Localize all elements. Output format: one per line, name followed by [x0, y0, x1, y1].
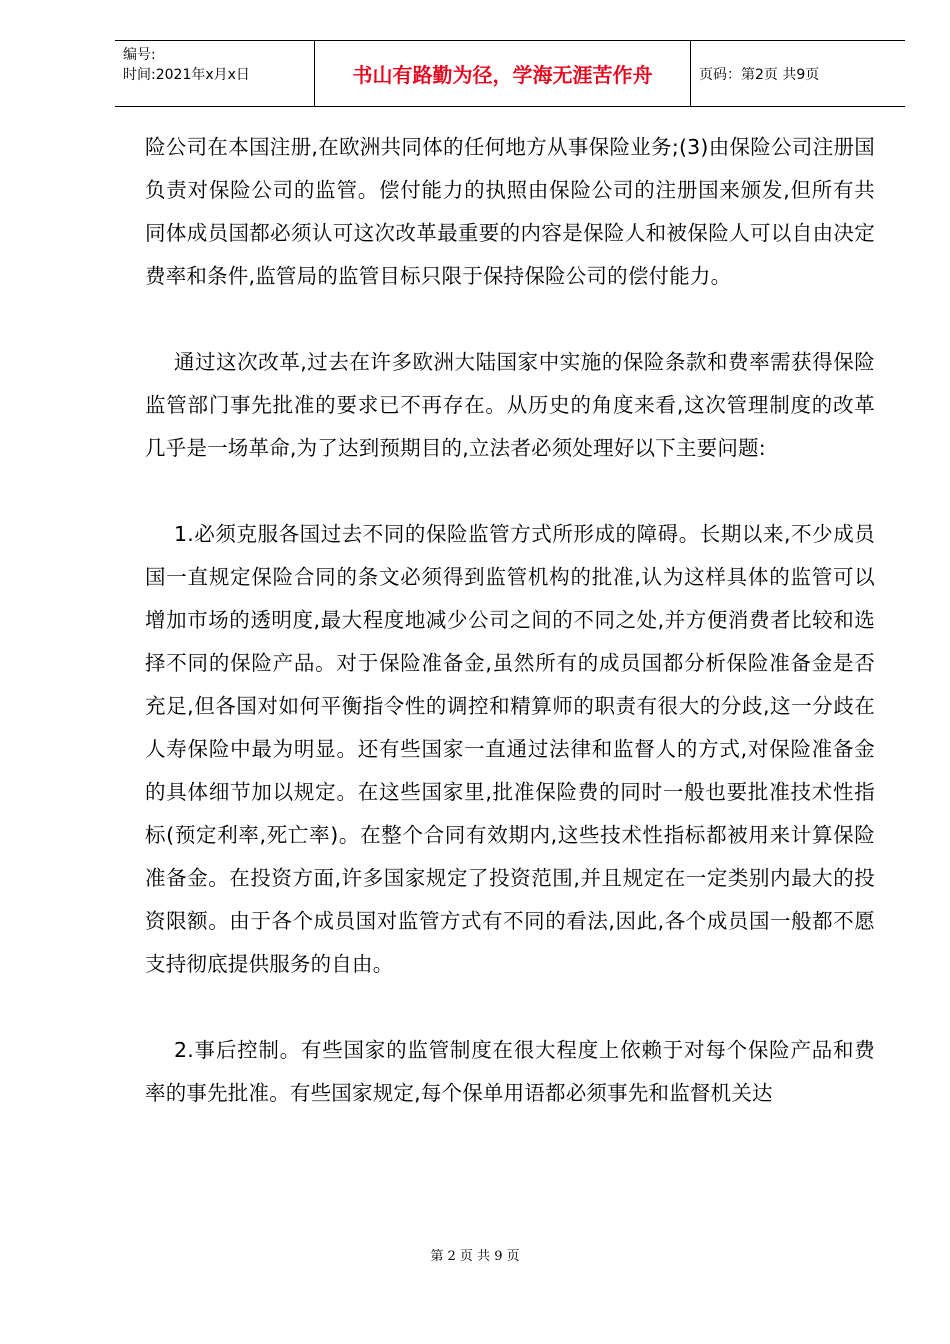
header-page-code: 页码：第2页 共9页 — [699, 66, 820, 83]
document-body — [145, 126, 875, 1115]
paragraph-reform: 通过这次改革,过去在许多欧洲大陆国家中实施的保险条款和费率需获得保险监管部门事先批准的要求已不再存在。从历史的角度来看,这次管理制度的改革几乎是一场革命,为了达到预期目的,立法者必须处理好以下主要问题: — [145, 350, 875, 460]
paragraph-continuation: 险公司在本国注册,在欧洲共同体的任何地方从事保险业务;(3)由保险公司注册国负责对保险公司的监管。偿付能力的执照由保险公司的注册国来颁发,但所有共同体成员国都必须认可这次改革最重要的内容是保险人和被保险人可以自由决定费率和条件,监管局的监管目标只限于保持保险公司的偿付能力。 — [145, 135, 875, 288]
document-time-label: 时间:2021年x月x日 — [123, 67, 250, 83]
page-header — [115, 40, 905, 107]
header-motto: 书山有路勤为径，学海无涯苦作舟 — [315, 41, 691, 106]
paragraph-point-2: 2.事后控制。有些国家的监管制度在很大程度上依赖于对每个保险产品和费率的事先批准。有些国家规定,每个保单用语都必须事先和监督机关达 — [145, 1038, 875, 1105]
document-number-label: 编号: — [123, 47, 156, 63]
paragraph-point-1: 1.必须克服各国过去不同的保险监管方式所形成的障碍。长期以来,不少成员国一直规定保险合同的条文必须得到监管机构的批准,认为这样具体的监管可以增加市场的透明度,最大程度地减少公司之间的不同之处,并方便消费者比较和选择不同的保险产品。对于保险准备金,虽然所有的成员国都分析保险准备金是否充足,但各国对如何平衡指令性的调控和精算师的职责有很大的分歧,这一分歧在人寿保险中最为明显。还有些国家一直通过法律和监督人的方式,对保险准备金的具体细节加以规定。在这些国家里,批准保险费的同时一般也要批准技术性指标(预定利率,死亡率)。在整个合同有效期内,这些技术性指标都被用来计算保险准备金。在投资方面,许多国家规定了投资范围,并且规定在一定类别内最大的投资限额。由于各个成员国对监管方式有不同的看法,因此,各个成员国一般都不愿支持彻底提供服务的自由。 — [145, 522, 875, 976]
header-meta — [115, 41, 315, 106]
page-footer: 第 2 页 共 9 页 — [430, 1249, 520, 1264]
